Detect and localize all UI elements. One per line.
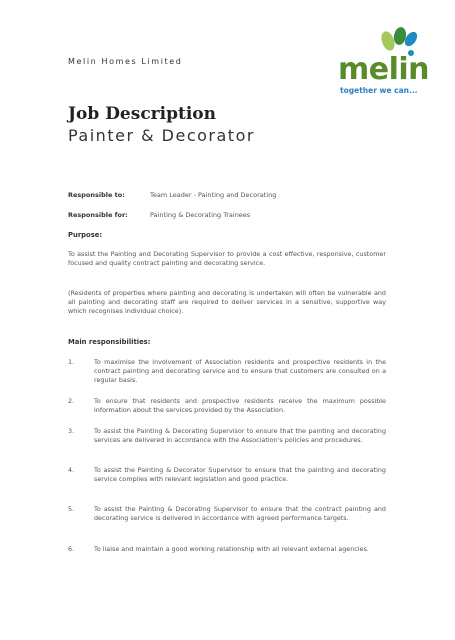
logo-tagline: together we can...	[340, 86, 418, 95]
list-item-text: To ensure that residents and prospective residents receive the maximum possible information about the services provided by the Association.	[94, 397, 386, 415]
list-item-number: 2.	[68, 397, 75, 405]
list-item-number: 4.	[68, 466, 75, 474]
list-item-text: To assist the Painting & Decorating Supervisor to ensure that the painting and decorating services are delivered in accordance with the Association's policies and procedures.	[94, 427, 386, 445]
responsible-for-value: Painting & Decorating Trainees	[150, 211, 251, 219]
list-item-number: 6.	[68, 545, 75, 553]
logo-wordmark: melin	[338, 52, 430, 87]
purpose-paragraph: To assist the Painting and Decorating Supervisor to provide a cost effective, responsive, customer focused and quality contract painting and decorating service.	[68, 250, 386, 268]
responsible-to-value: Team Leader - Painting and Decorating	[150, 191, 277, 199]
responsible-to-row	[68, 191, 276, 199]
list-item-text: To maximise the involvement of Association residents and prospective residents in the contract painting and decorating service and to ensure that customers are consulted on a regular basis.	[94, 358, 386, 385]
melin-logo	[338, 24, 438, 102]
purpose-note-paragraph: (Residents of properties where painting and decorating is undertaken will often be vulnerable and all painting and decorating staff are required to deliver services in a sensitive, supportive way which recognises individual choice).	[68, 289, 386, 316]
list-item-text: To assist the Painting & Decorator Supervisor to ensure that the painting and decorating service complies with relevant legislation and good practice.	[94, 466, 386, 484]
list-item-text: To assist the Painting & Decorating Supervisor to ensure that the contract painting and decorating service is delivered in accordance with agreed performance targets.	[94, 505, 386, 523]
document-subtitle: Painter & Decorator	[68, 126, 255, 145]
responsible-for-row	[68, 211, 250, 219]
responsible-for-label: Responsible for:	[68, 211, 128, 219]
list-item-number: 3.	[68, 427, 75, 435]
list-item-text: To liaise and maintain a good working relationship with all relevant external agencies.	[94, 545, 369, 553]
responsibilities-heading: Main responsibilities:	[68, 338, 151, 346]
company-name: Melin Homes Limited	[68, 57, 183, 66]
responsible-to-label: Responsible to:	[68, 191, 125, 199]
document-title: Job Description	[68, 104, 216, 124]
list-item-number: 5.	[68, 505, 75, 513]
purpose-heading: Purpose:	[68, 231, 103, 239]
list-item-number: 1.	[68, 358, 75, 366]
